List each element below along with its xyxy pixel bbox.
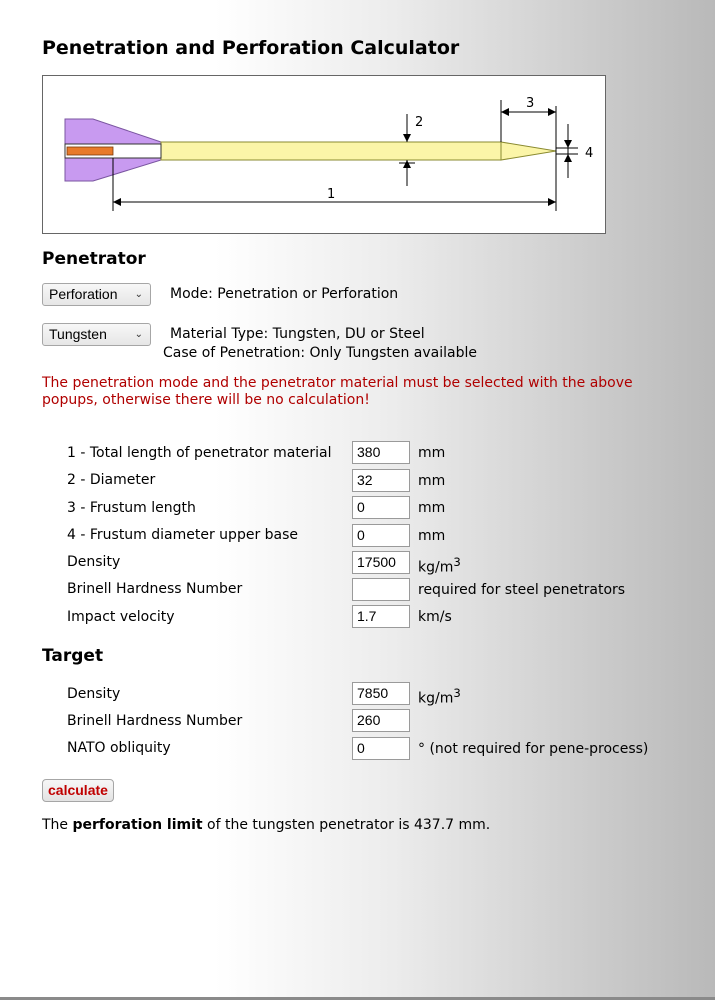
target-density-input[interactable]: 7850 [352,682,410,705]
unit-base: kg/m [418,690,454,707]
field-label-total-length: 1 - Total length of penetrator material [67,445,332,461]
result-text [42,817,490,833]
penetrator-brinell-input[interactable] [352,578,410,601]
field-label-target-density: Density [67,686,121,702]
dim1-label: 1 [327,187,336,202]
unit-base: kg/m [418,559,454,576]
material-note-line2: Case of Penetration: Only Tungsten available [163,345,477,361]
field-unit: required for steel penetrators [418,582,626,598]
diameter-input[interactable]: 32 [352,469,410,492]
warning-message: The penetration mode and the penetrator material must be selected with the above popups, otherwise there will be no calculation! [42,375,633,408]
field-unit: mm [418,528,446,544]
field-label-impact-velocity: Impact velocity [67,609,175,625]
field-unit: mm [418,500,446,516]
field-unit [418,555,461,576]
result-bold: perforation limit [72,817,203,833]
frustum-length-input[interactable]: 0 [352,496,410,519]
target-heading: Target [42,646,104,666]
field-label-frustum-length: 3 - Frustum length [67,500,196,516]
unit-exponent: 3 [453,555,461,569]
dim3-label: 3 [526,96,535,111]
field-label-brinell: Brinell Hardness Number [67,581,243,597]
target-brinell-input[interactable]: 260 [352,709,410,732]
result-suffix: of the tungsten penetrator is 437.7 mm. [202,817,491,833]
total-length-input[interactable]: 380 [352,441,410,464]
result-prefix: The [42,817,73,833]
mode-select[interactable] [42,283,151,306]
nato-obliquity-input[interactable]: 0 [352,737,410,760]
material-select-value: Tungsten [49,326,107,342]
dim4-label: 4 [585,146,594,161]
field-unit: mm [418,445,446,461]
field-label-nato-obliquity: NATO obliquity [67,740,171,756]
impact-velocity-input[interactable]: 1.7 [352,605,410,628]
page-title: Penetration and Perforation Calculator [42,37,460,59]
penetrator-heading: Penetrator [42,249,146,269]
field-label-target-brinell: Brinell Hardness Number [67,713,243,729]
penetrator-density-input[interactable]: 17500 [352,551,410,574]
frustum-diameter-input[interactable]: 0 [352,524,410,547]
material-note-line1: Material Type: Tungsten, DU or Steel [170,326,425,342]
chevron-down-icon: ⌄ [134,289,143,300]
rod-body [161,142,501,160]
field-unit: mm [418,473,446,489]
unit-exponent: 3 [453,686,461,700]
field-label-density: Density [67,554,121,570]
penetrator-diagram [42,75,606,234]
material-select[interactable] [42,323,151,346]
core-rod [67,147,113,155]
field-unit [418,686,461,707]
mode-note: Mode: Penetration or Perforation [170,286,399,302]
field-label-diameter: 2 - Diameter [67,472,156,488]
penetrator-drawing [43,76,605,233]
chevron-down-icon: ⌄ [134,329,143,340]
calculate-button[interactable]: calculate [42,779,114,802]
field-unit: ° (not required for pene-process) [418,741,649,757]
mode-select-value: Perforation [49,286,118,302]
dim2-label: 2 [415,115,424,130]
field-label-frustum-diameter: 4 - Frustum diameter upper base [67,527,299,543]
field-unit: km/s [418,609,452,625]
